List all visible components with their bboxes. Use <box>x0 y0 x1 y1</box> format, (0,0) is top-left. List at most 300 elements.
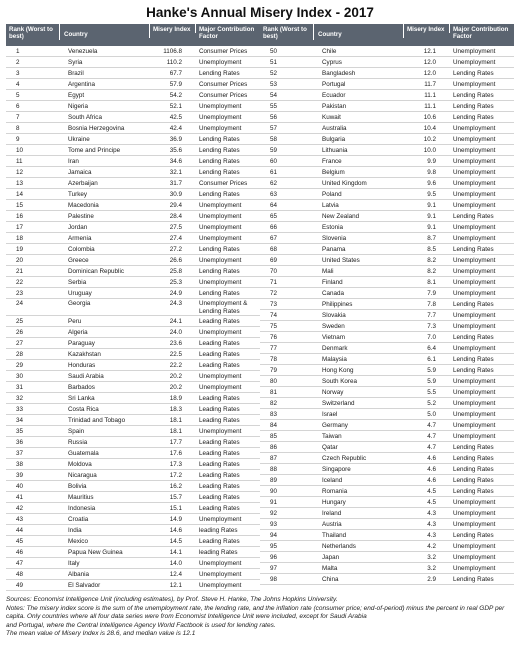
index-cell: 7.0 <box>427 334 436 341</box>
rank-cell: 63 <box>270 191 278 198</box>
table-row <box>6 90 260 101</box>
rank-cell: 80 <box>270 378 278 385</box>
rank-cell: 13 <box>16 180 24 187</box>
country-cell: Sweden <box>322 323 345 330</box>
country-cell: Iran <box>68 158 79 165</box>
factor-cell: Unemployment <box>453 169 496 176</box>
country-cell: France <box>322 158 342 165</box>
factor-cell: Unemployment <box>199 235 242 242</box>
table-row <box>6 316 260 327</box>
country-cell: Germany <box>322 422 348 429</box>
country-cell: Albania <box>68 571 90 578</box>
rank-cell: 92 <box>270 510 278 517</box>
factor-cell: Unemployment <box>199 571 242 578</box>
country-cell: Romania <box>322 488 348 495</box>
table-row <box>6 79 260 90</box>
factor-cell: Unemployment <box>453 389 496 396</box>
index-cell: 4.3 <box>427 532 436 539</box>
factor-cell: Lending Rates <box>453 103 494 110</box>
index-cell: 11.1 <box>424 103 436 110</box>
country-cell: Bulgaria <box>322 136 346 143</box>
country-cell: United Kingdom <box>322 180 367 187</box>
sources-note: Sources: Economist Intelligence Unit (including estimates), by Prof. Steve H. Hanke, The Johns Hopkins University. <box>6 596 338 603</box>
country-cell: Australia <box>322 125 347 132</box>
index-cell: 35.6 <box>169 147 182 154</box>
rank-cell: 58 <box>270 136 278 143</box>
factor-cell: Unemployment <box>453 158 496 165</box>
index-cell: 27.2 <box>169 246 182 253</box>
index-cell: 4.7 <box>427 444 436 451</box>
rank-cell: 76 <box>270 334 278 341</box>
rank-cell: 5 <box>16 92 20 99</box>
index-cell: 4.3 <box>427 510 436 517</box>
table-row <box>260 431 514 442</box>
country-cell: Denmark <box>322 345 348 352</box>
index-cell: 4.3 <box>427 521 436 528</box>
factor-cell: Unemployment <box>199 224 242 231</box>
factor-cell: Unemployment <box>453 345 496 352</box>
factor-cell: Lending Rates <box>453 301 494 308</box>
index-cell: 2.9 <box>427 576 436 583</box>
table-row <box>260 145 514 156</box>
index-cell: 10.6 <box>423 114 436 121</box>
table-row <box>260 277 514 288</box>
factor-cell: Unemployment <box>453 290 496 297</box>
table-row <box>6 46 260 57</box>
index-cell: 23.6 <box>169 340 182 347</box>
rank-cell: 55 <box>270 103 278 110</box>
rank-cell: 94 <box>270 532 278 539</box>
index-cell: 30.9 <box>169 191 182 198</box>
table-row <box>6 371 260 382</box>
country-cell: Argentina <box>68 81 95 88</box>
rank-cell: 93 <box>270 521 278 528</box>
index-cell: 5.0 <box>427 411 436 418</box>
factor-cell: Unemployment <box>453 257 496 264</box>
factor-cell: Leading Rates <box>199 538 240 545</box>
table-row <box>260 453 514 464</box>
header-rank: Rank (Worst to best) <box>260 24 314 40</box>
header-index: Misery Index <box>150 24 196 33</box>
table-row <box>6 255 260 266</box>
country-cell: Turkey <box>68 191 88 198</box>
factor-cell: Lending Rates <box>453 367 494 374</box>
table-row <box>260 299 514 310</box>
table-row <box>6 112 260 123</box>
rank-cell: 21 <box>16 268 24 275</box>
rank-cell: 87 <box>270 455 278 462</box>
rank-cell: 39 <box>16 472 24 479</box>
country-cell: Lithuania <box>322 147 348 154</box>
table-row <box>6 189 260 200</box>
factor-cell: Unemployment <box>453 59 496 66</box>
factor-cell: Lending Rates <box>453 444 494 451</box>
rank-cell: 28 <box>16 351 24 358</box>
table-row <box>260 156 514 167</box>
table-row <box>6 415 260 426</box>
table-row <box>260 442 514 453</box>
factor-cell: Consumer Prices <box>199 48 248 55</box>
rank-cell: 53 <box>270 81 278 88</box>
index-cell: 20.2 <box>169 384 182 391</box>
index-cell: 20.2 <box>169 373 182 380</box>
country-cell: New Zealand <box>322 213 360 220</box>
factor-cell: Lending Rates <box>453 477 494 484</box>
factor-cell: Lending Rates <box>199 158 240 165</box>
rank-cell: 60 <box>270 158 278 165</box>
table-row <box>260 266 514 277</box>
index-cell: 18.1 <box>169 428 182 435</box>
factor-cell: Unemployment <box>453 136 496 143</box>
table-row <box>260 574 514 585</box>
index-cell: 11.1 <box>424 92 436 99</box>
country-cell: Italy <box>68 560 80 567</box>
footnotes <box>6 596 514 639</box>
table-row <box>260 57 514 68</box>
factor-cell: Unemployment <box>453 378 496 385</box>
index-cell: 9.1 <box>427 224 436 231</box>
country-cell: Algeria <box>68 329 88 336</box>
table-row <box>260 90 514 101</box>
rank-cell: 18 <box>16 235 24 242</box>
index-cell: 9.5 <box>427 191 436 198</box>
country-cell: Estonia <box>322 224 344 231</box>
rank-cell: 1 <box>16 48 20 55</box>
factor-cell: Leading Rates <box>199 505 240 512</box>
rank-cell: 17 <box>16 224 24 231</box>
country-cell: Finland <box>322 279 343 286</box>
table-row <box>260 167 514 178</box>
rank-cell: 14 <box>16 191 24 198</box>
country-cell: Malta <box>322 565 338 572</box>
index-cell: 54.2 <box>169 92 182 99</box>
rank-cell: 48 <box>16 571 24 578</box>
factor-cell: Unemployment <box>453 48 496 55</box>
factor-cell: Leading Rates <box>199 450 240 457</box>
country-cell: Trinidad and Tobago <box>68 417 126 424</box>
rank-cell: 96 <box>270 554 278 561</box>
rank-cell: 56 <box>270 114 278 121</box>
left-table <box>6 24 260 591</box>
country-cell: Egypt <box>68 92 85 99</box>
index-cell: 22.2 <box>169 362 182 369</box>
rank-cell: 85 <box>270 433 278 440</box>
rank-cell: 10 <box>16 147 24 154</box>
rank-cell: 41 <box>16 494 24 501</box>
index-cell: 18.1 <box>169 417 182 424</box>
index-cell: 14.0 <box>169 560 182 567</box>
factor-cell: Lending Rates <box>199 191 240 198</box>
country-cell: Russia <box>68 439 88 446</box>
table-row <box>260 332 514 343</box>
rank-cell: 22 <box>16 279 24 286</box>
country-cell: Georgia <box>68 300 91 307</box>
index-cell: 8.5 <box>427 246 436 253</box>
country-cell: Pakistan <box>322 103 347 110</box>
index-cell: 12.1 <box>169 582 182 589</box>
rank-cell: 34 <box>16 417 24 424</box>
rank-cell: 3 <box>16 70 20 77</box>
country-cell: Belgium <box>322 169 345 176</box>
index-cell: 24.3 <box>169 300 182 307</box>
index-cell: 9.1 <box>427 213 436 220</box>
table-row <box>6 492 260 503</box>
index-cell: 5.5 <box>427 389 436 396</box>
country-cell: United States <box>322 257 360 264</box>
table-row <box>6 123 260 134</box>
factor-cell: Unemployment <box>453 422 496 429</box>
country-cell: Azerbaijan <box>68 180 98 187</box>
rank-cell: 90 <box>270 488 278 495</box>
table-row <box>6 569 260 580</box>
rank-cell: 2 <box>16 59 20 66</box>
factor-cell: Leading Rates <box>199 439 240 446</box>
table-row <box>6 503 260 514</box>
rank-cell: 31 <box>16 384 24 391</box>
country-cell: Israel <box>322 411 338 418</box>
factor-cell: Unemployment <box>453 279 496 286</box>
index-cell: 4.6 <box>427 455 436 462</box>
index-cell: 5.2 <box>427 400 436 407</box>
factor-cell: Unemployment <box>453 565 496 572</box>
index-cell: 17.3 <box>169 461 182 468</box>
rank-cell: 72 <box>270 290 278 297</box>
table-row <box>260 288 514 299</box>
table-row <box>6 404 260 415</box>
index-cell: 8.2 <box>427 268 436 275</box>
rank-cell: 69 <box>270 257 278 264</box>
index-cell: 5.9 <box>427 367 436 374</box>
factor-cell: Unemployment <box>453 411 496 418</box>
table-row <box>260 321 514 332</box>
table-row <box>260 552 514 563</box>
table-row <box>6 459 260 470</box>
index-cell: 18.9 <box>169 395 182 402</box>
rank-cell: 15 <box>16 202 24 209</box>
table-row <box>6 222 260 233</box>
table-row <box>6 349 260 360</box>
factor-cell: Unemployment <box>453 499 496 506</box>
rank-cell: 29 <box>16 362 24 369</box>
rank-cell: 19 <box>16 246 24 253</box>
rank-cell: 26 <box>16 329 24 336</box>
table-row <box>260 365 514 376</box>
rank-cell: 30 <box>16 373 24 380</box>
method-note-continued: and Portugal, where the Central Intelligence Agency World Factbook is used for lending rates. <box>6 621 276 629</box>
country-cell: Ireland <box>322 510 342 517</box>
factor-cell: Unemployment <box>453 400 496 407</box>
index-cell: 3.2 <box>427 565 436 572</box>
index-cell: 25.3 <box>169 279 182 286</box>
table-row <box>6 200 260 211</box>
rank-cell: 64 <box>270 202 278 209</box>
table-row <box>6 134 260 145</box>
table-row <box>260 101 514 112</box>
factor-cell: Leading Rates <box>199 417 240 424</box>
index-cell: 9.1 <box>427 202 436 209</box>
index-cell: 14.5 <box>169 538 182 545</box>
country-cell: Armenia <box>68 235 92 242</box>
rank-cell: 79 <box>270 367 278 374</box>
country-cell: Canada <box>322 290 345 297</box>
header-factor: Major Contribution Factor <box>453 26 509 40</box>
table-row <box>260 123 514 134</box>
country-cell: South Korea <box>322 378 358 385</box>
table-row <box>6 288 260 299</box>
factor-cell: Unemployment & Lending Rates <box>199 300 248 315</box>
rank-cell: 62 <box>270 180 278 187</box>
country-cell: Ukraine <box>68 136 90 143</box>
country-cell: Bosnia Herzegovina <box>68 125 125 132</box>
country-cell: Macedonia <box>68 202 99 209</box>
rank-cell: 42 <box>16 505 24 512</box>
factor-cell: Unemployment <box>199 213 242 220</box>
table-row <box>260 376 514 387</box>
country-cell: Tome and Principe <box>68 147 121 154</box>
index-cell: 12.0 <box>423 59 436 66</box>
factor-cell: Unemployment <box>199 257 242 264</box>
method-note: Notes: The misery index score is the sum of the unemployment rate, the lending rate, and the inflation rate (consumer price; end-of-period) minus the percent in real GDP per capita. Only countries where all four data series were from Economist Intelligence Unit were included, except for Saudi Arabia <box>6 604 505 621</box>
rank-cell: 67 <box>270 235 278 242</box>
index-cell: 4.7 <box>427 422 436 429</box>
factor-cell: Lending Rates <box>453 356 494 363</box>
header-country: Country <box>60 24 150 38</box>
index-cell: 8.1 <box>427 279 436 286</box>
index-cell: 12.1 <box>423 48 436 55</box>
index-cell: 42.5 <box>169 114 182 121</box>
country-cell: Portugal <box>322 81 346 88</box>
rank-cell: 33 <box>16 406 24 413</box>
factor-cell: Unemployment <box>453 147 496 154</box>
factor-cell: Leading Rates <box>199 406 240 413</box>
country-cell: Chile <box>322 48 337 55</box>
factor-cell: Leading Rates <box>199 395 240 402</box>
table-row <box>260 79 514 90</box>
index-cell: 29.4 <box>169 202 182 209</box>
factor-cell: Unemployment <box>199 103 242 110</box>
country-cell: Norway <box>322 389 344 396</box>
country-cell: Singapore <box>322 466 351 473</box>
table-row <box>6 525 260 536</box>
country-cell: Hong Kong <box>322 367 354 374</box>
factor-cell: Leading Rates <box>199 494 240 501</box>
rank-cell: 27 <box>16 340 24 347</box>
country-cell: Moldova <box>68 461 92 468</box>
rank-cell: 75 <box>270 323 278 330</box>
table-row <box>260 233 514 244</box>
country-cell: Indonesia <box>68 505 96 512</box>
rank-cell: 4 <box>16 81 20 88</box>
country-cell: Greece <box>68 257 89 264</box>
index-cell: 4.2 <box>427 543 436 550</box>
factor-cell: Leading Rates <box>199 362 240 369</box>
index-cell: 34.6 <box>169 158 182 165</box>
factor-cell: Unemployment <box>453 125 496 132</box>
rank-cell: 45 <box>16 538 24 545</box>
index-cell: 24.9 <box>169 290 182 297</box>
index-cell: 4.7 <box>427 433 436 440</box>
country-cell: Panama <box>322 246 346 253</box>
index-cell: 8.2 <box>427 257 436 264</box>
right-table-header <box>260 24 514 46</box>
table-row <box>260 68 514 79</box>
factor-cell: Unemployment <box>199 516 242 523</box>
table-row <box>260 387 514 398</box>
rank-cell: 38 <box>16 461 24 468</box>
index-cell: 57.9 <box>169 81 182 88</box>
factor-cell: Unemployment <box>199 59 242 66</box>
index-cell: 27.4 <box>169 235 182 242</box>
table-row <box>6 266 260 277</box>
factor-cell: Leading Rates <box>199 461 240 468</box>
country-cell: Austria <box>322 521 342 528</box>
index-cell: 110.2 <box>166 59 182 66</box>
factor-cell: Unemployment <box>453 521 496 528</box>
factor-cell: Unemployment <box>199 384 242 391</box>
rank-cell: 35 <box>16 428 24 435</box>
table-row <box>6 244 260 255</box>
factor-cell: Unemployment <box>199 373 242 380</box>
tables-container <box>6 24 514 591</box>
country-cell: India <box>68 527 82 534</box>
country-cell: Hungary <box>322 499 346 506</box>
index-cell: 25.8 <box>169 268 182 275</box>
country-cell: Bangladesh <box>322 70 356 77</box>
factor-cell: Unemployment <box>199 114 242 121</box>
index-cell: 18.3 <box>169 406 182 413</box>
index-cell: 9.8 <box>427 169 436 176</box>
index-cell: 28.4 <box>169 213 182 220</box>
factor-cell: Unemployment <box>453 543 496 550</box>
table-row <box>260 354 514 365</box>
country-cell: China <box>322 576 339 583</box>
factor-cell: Leading Rates <box>199 472 240 479</box>
rank-cell: 59 <box>270 147 278 154</box>
left-table-header <box>6 24 260 46</box>
country-cell: Spain <box>68 428 85 435</box>
table-row <box>260 563 514 574</box>
country-cell: Slovakia <box>322 312 346 319</box>
country-cell: Peru <box>68 318 82 325</box>
table-row <box>6 101 260 112</box>
table-row <box>6 327 260 338</box>
factor-cell: Unemployment <box>453 191 496 198</box>
index-cell: 24.1 <box>169 318 182 325</box>
index-cell: 17.7 <box>169 439 182 446</box>
table-row <box>260 112 514 123</box>
index-cell: 26.6 <box>169 257 182 264</box>
index-cell: 17.6 <box>169 450 182 457</box>
country-cell: Kazakhstan <box>68 351 101 358</box>
index-cell: 7.8 <box>427 301 436 308</box>
rank-cell: 74 <box>270 312 278 319</box>
country-cell: Papua New Guinea <box>68 549 123 556</box>
factor-cell: Unemployment <box>453 180 496 187</box>
table-row <box>6 547 260 558</box>
index-cell: 14.9 <box>169 516 182 523</box>
country-cell: Jordan <box>68 224 88 231</box>
index-cell: 42.4 <box>169 125 182 132</box>
table-row <box>6 277 260 288</box>
table-row <box>6 514 260 525</box>
table-row <box>260 519 514 530</box>
table-row <box>6 156 260 167</box>
rank-cell: 70 <box>270 268 278 275</box>
factor-cell: Lending Rates <box>453 466 494 473</box>
country-cell: South Africa <box>68 114 102 121</box>
header-country: Country <box>314 24 404 38</box>
factor-cell: Lending Rates <box>199 290 240 297</box>
